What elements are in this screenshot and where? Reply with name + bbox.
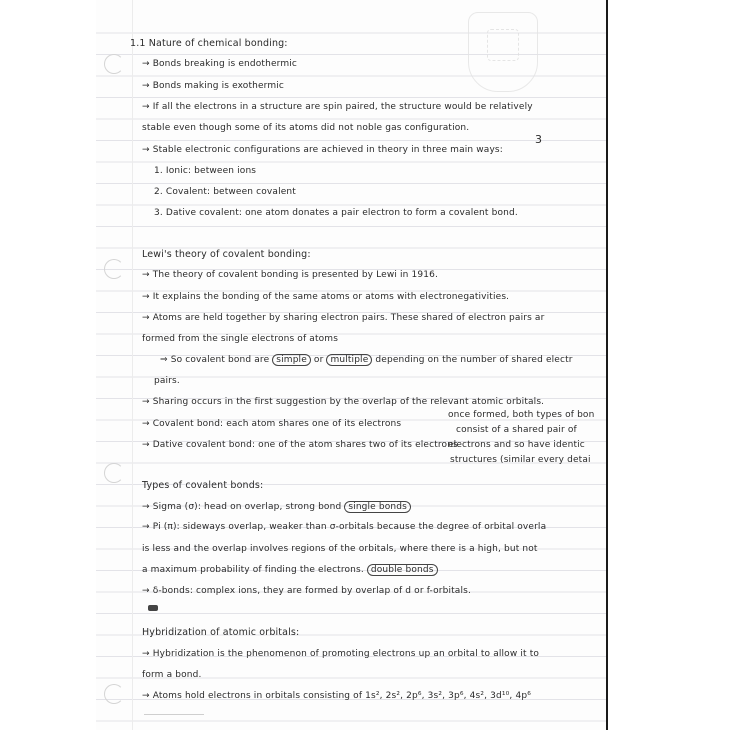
punch-hole-icon [104,54,124,74]
punch-hole-icon [104,463,124,483]
note-line [160,354,573,366]
side-note: electrons and so have identic [448,440,585,450]
margin-line [132,0,133,730]
note-line: → Bonds breaking is endothermic [142,59,297,69]
section-heading: 1.1 Nature of chemical bonding: [130,38,288,49]
note-line: → If all the electrons in a structure are spin paired, the structure would be relatively [142,102,533,112]
note-line: → Pi (π): sideways overlap, weaker than σ-orbitals because the degree of orbital overla [142,522,547,532]
punch-hole-icon [104,259,124,279]
circled-term: multiple [326,354,372,366]
note-line: → Covalent bond: each atom shares one of its electrons [142,419,402,429]
section-heading: Hybridization of atomic orbitals: [142,627,300,638]
note-line: → Atoms hold electrons in orbitals consisting of 1s², 2s², 2p⁶, 3s², 3p⁶, 4s², 3d¹⁰, 4p⁶ [142,691,531,701]
note-line [142,501,411,513]
note-line: formed from the single electrons of atoms [142,334,339,344]
note-line: → Sharing occurs in the first suggestion by the overlap of the relevant atomic orbitals. [142,397,545,407]
side-note: structures (similar every detai [450,455,591,465]
note-line: → Hybridization is the phenomenon of promoting electrons up an orbital to allow it to [142,649,540,659]
section-heading: Lewi's theory of covalent bonding: [142,249,311,260]
faint-mark [144,706,204,715]
list-item: 3. Dative covalent: one atom donates a pair electron to form a covalent bond. [154,208,518,218]
page-edge [606,0,608,730]
note-line: pairs. [154,376,180,386]
side-note: consist of a shared pair of [456,425,577,435]
circled-term: single bonds [344,501,411,513]
punch-hole-icon [104,684,124,704]
notebook-page [96,0,606,730]
note-line: → Dative covalent bond: one of the atom shares two of its electrons [142,440,458,450]
list-item: 2. Covalent: between covalent [154,187,296,197]
note-line: is less and the overlap involves regions of the orbitals, where there is a high, but not [142,544,538,554]
note-text: a maximum probability of finding the electrons. [142,565,364,575]
note-line: → Bonds making is exothermic [142,81,285,91]
watermark-stamp-icon [468,12,538,92]
note-text: depending on the number of shared electr [375,355,573,365]
note-line: → Stable electronic configurations are achieved in theory in three main ways: [142,145,503,155]
note-line: form a bond. [142,670,202,680]
note-line: → It explains the bonding of the same atoms or atoms with electronegativities. [142,292,510,302]
side-note: once formed, both types of bon [448,410,595,420]
note-line [142,564,438,576]
note-line: → δ-bonds: complex ions, they are formed by overlap of d or f-orbitals. [142,586,471,596]
circled-term: double bonds [367,564,438,576]
note-text: ⇒ So covalent bond are [160,355,270,365]
note-text: → Sigma (σ): head on overlap, strong bond [142,502,342,512]
section-heading: Types of covalent bonds: [142,480,264,491]
note-line: → Atoms are held together by sharing electron pairs. These shared of electron pairs ar [142,313,545,323]
scribble-mark [148,605,158,611]
list-item: 1. Ionic: between ions [154,166,257,176]
note-line: → The theory of covalent bonding is presented by Lewi in 1916. [142,270,439,280]
margin-mark: 3 [535,133,542,146]
circled-term: simple [272,354,311,366]
note-text: or [313,355,324,365]
note-line: stable even though some of its atoms did not noble gas configuration. [142,123,470,133]
